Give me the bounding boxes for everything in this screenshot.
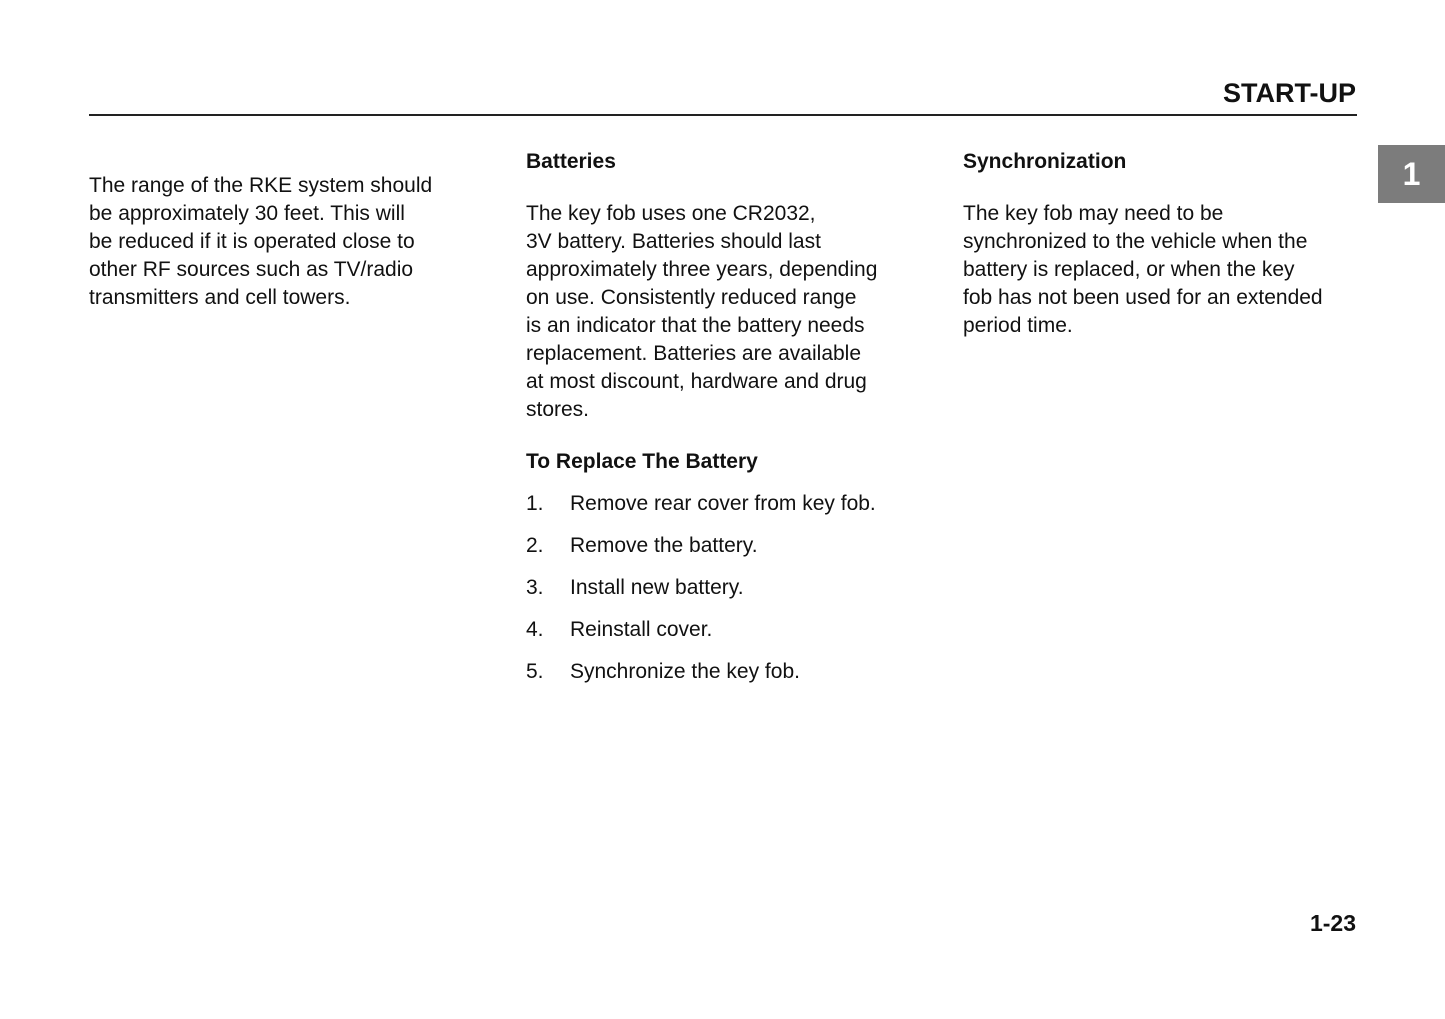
- step-text: Install new battery.: [570, 576, 744, 599]
- page-number: 1-23: [1309, 910, 1356, 936]
- column-3: [963, 148, 1363, 340]
- synchronization-heading: Synchronization: [963, 150, 1127, 173]
- step-number: 3.: [526, 576, 544, 599]
- column-2: [526, 148, 926, 700]
- batteries-paragraph: The key fob uses one CR2032, 3V battery. Batteries should last approximately three years, depending on use. Consistently reduced range is an indicator that the battery needs replacement. Batteries are available at most discount, hardware and drug stores.: [526, 202, 878, 421]
- replace-steps-list: [526, 490, 926, 700]
- replace-battery-heading: To Replace The Battery: [526, 450, 758, 473]
- step-text: Remove the battery.: [570, 534, 758, 557]
- synchronization-paragraph: The key fob may need to be synchronized to the vehicle when the battery is replaced, or when the key fob has not been used for an extended period time.: [963, 202, 1323, 337]
- list-item: [526, 574, 926, 616]
- section-title: START-UP: [1223, 78, 1356, 108]
- list-item: [526, 616, 926, 658]
- step-text: Remove rear cover from key fob.: [570, 492, 876, 515]
- range-paragraph: The range of the RKE system should be approximately 30 feet. This will be reduced if it is operated close to other RF sources such as TV/radio transmitters and cell towers.: [89, 174, 433, 309]
- step-number: 1.: [526, 492, 544, 515]
- step-number: 2.: [526, 534, 544, 557]
- list-item: [526, 532, 926, 574]
- step-number: 5.: [526, 660, 544, 683]
- column-1: [89, 172, 479, 312]
- chapter-tab: 1: [1378, 145, 1445, 203]
- header-divider: [89, 114, 1357, 116]
- step-number: 4.: [526, 618, 544, 641]
- list-item: [526, 658, 926, 700]
- batteries-heading: Batteries: [526, 150, 616, 173]
- step-text: Synchronize the key fob.: [570, 660, 800, 683]
- list-item: [526, 490, 926, 532]
- step-text: Reinstall cover.: [570, 618, 713, 641]
